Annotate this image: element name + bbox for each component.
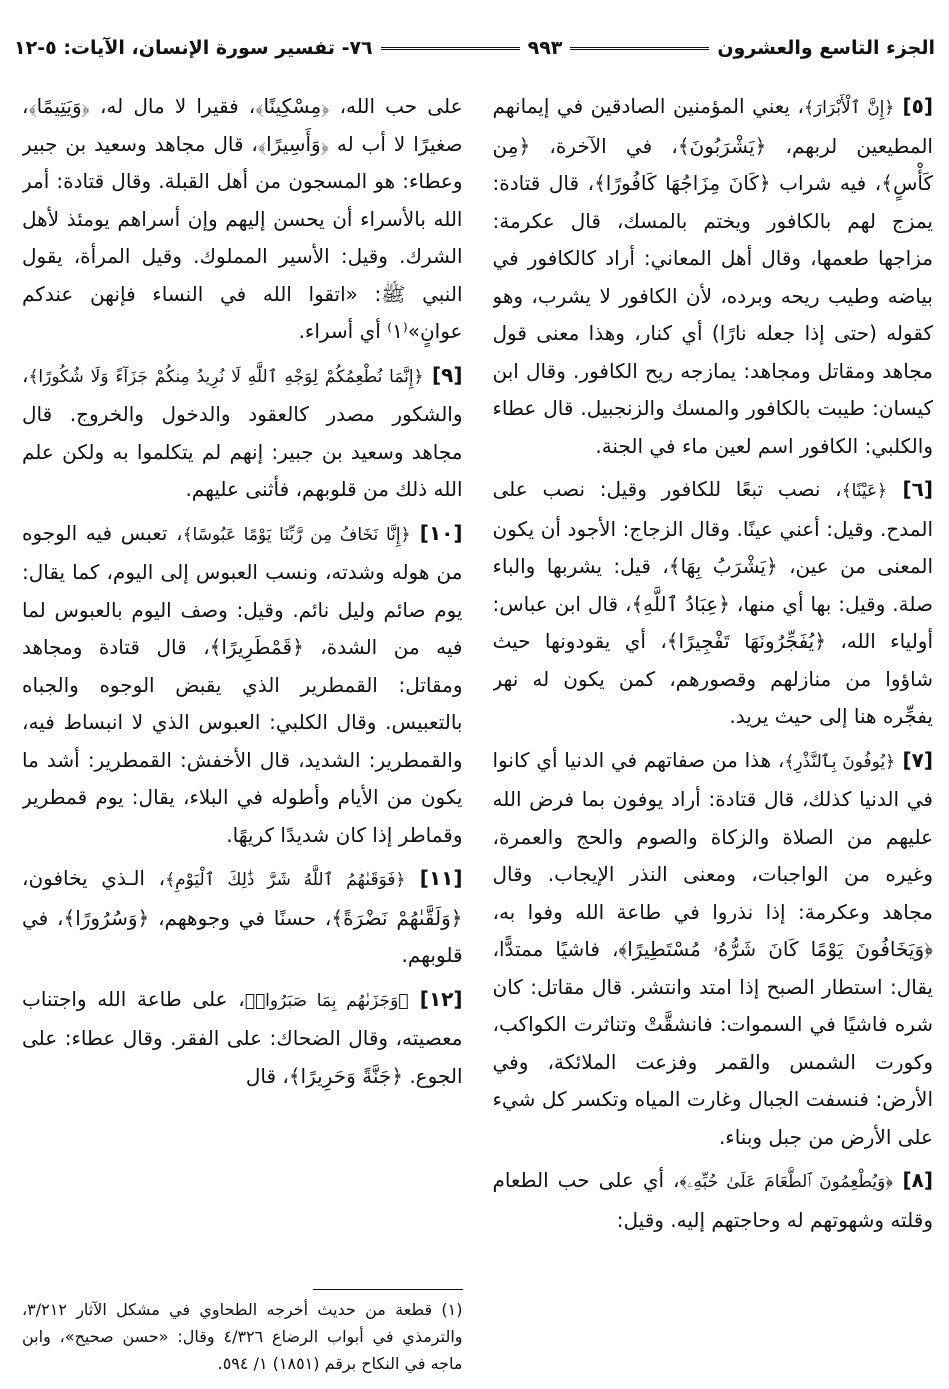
paragraph-text: ، والشكور مصدر كالعقود والدخول والخروج. قال مجاهد وسعيد بن جبير: إنهم لم يتكلموا به ولكن علم الله ذلك من قلوبهم، فأثنى عليهم. xyxy=(22,362,463,501)
paragraph-text: ، الـذي يخافون، ﴿وَلَقَّىٰهُمْ نَضْرَةً﴾، حسنًا في وجوههم، ﴿وَسُرُورًا﴾، في قلوبهم. xyxy=(22,866,463,967)
paragraph-text: ، على طاعة الله واجتناب معصيته، وقال الضحاك: على الفقر. وقال عطاء: على الجوع. ﴿جَنَّةً وَحَرِيرًا﴾، قال xyxy=(22,986,463,1088)
paragraph xyxy=(22,88,463,351)
text-columns xyxy=(22,88,933,1377)
part-title: الجزء التاسع والعشرون xyxy=(717,36,935,59)
paragraph xyxy=(493,471,934,736)
paragraph xyxy=(22,981,463,1096)
paragraph-text: ، نصب تبعًا للكافور وقيل: نصب على المدح. وقيل: أعني عينًا. وقال الزجاج: الأجود أن يكون المعنى من عين، ﴿يَشْرَبُ بِهَا﴾، قيل: يشربها والباء صلة. وقيل: بها أي منها، ﴿عِبَادُ ٱللَّهِ﴾، قال ابن عباس: أولياء الله، ﴿يُفَجِّرُونَهَا تَفْجِيرًا﴾، أي يقودونها حيث شاؤوا من منازلهم وقصورهم، كمن يكون له نهر يفجِّره هنا إلى حيث يريد. xyxy=(492,477,933,728)
header-rule-right xyxy=(570,47,709,50)
quran-quote: ﴿إِنَّمَا نُطْعِمُكُمْ لِوَجْهِ ٱللَّهِ لَا نُرِيدُ مِنكُمْ جَزَآءً وَلَا شُكُورًا﴾ xyxy=(28,366,424,387)
page-number: ٩٩٣ xyxy=(527,36,563,59)
paragraph-text: ، تعبس فيه الوجوه من هوله وشدته، ونسب العبوس إلى اليوم، كما يقال: يوم صائم وليل نائم. وقيل: وصف اليوم بالعبوس لما فيه من الشدة، ﴿قَمْطَرِيرًا﴾، قال قتادة ومجاهد ومقاتل: القمطرير الذي يقبض الوجوه والجباه بالتعبيس. وقال الكلبي: العبوس الذي لا انبساط فيه، والقمطرير: الشديد، قال الأخفش: القمطرير: أشد ما يكون من الأيام وأطوله في البلاء، يقال: يوم قمطرير وقماطر إذا كان شديدًا كريهًا. xyxy=(22,520,463,847)
left-column-paragraphs xyxy=(22,88,463,1101)
paragraph xyxy=(493,1162,934,1239)
quran-quote: ﴿إِنَّا نَخَافُ مِن رَّبِّنَا يَوْمًا عَبُوسًا﴾ xyxy=(182,524,411,545)
quran-quote: ﴿إِنَّ ٱلْأَبْرَارَ﴾ xyxy=(803,98,895,118)
quran-quote: ﴿وَيُطْعِمُونَ ٱلطَّعَامَ عَلَىٰ حُبِّهِۦ﴾ xyxy=(679,1172,893,1192)
verse-number: [٦] xyxy=(887,477,933,501)
paragraph xyxy=(22,515,463,855)
header-rule-left xyxy=(381,47,520,50)
page-header xyxy=(14,28,935,68)
verse-number: [١١] xyxy=(405,866,463,890)
footnote-rule xyxy=(313,1289,463,1290)
paragraph xyxy=(493,88,934,465)
paragraph-text: ، هذا من صفاتهم في الدنيا أي كانوا في الدنيا كذلك، قال قتادة: أراد يوفون بما فرض الله عليهم من الصلاة والزكاة والصوم والحج والعمرة، وغيره من الواجبات، ومعنى النذر الإيجاب. وقال مجاهد وعكرمة: إذا نذروا في طاعة الله وفوا به، ﴿وَيَخَافُونَ يَوْمًا كَانَ شَرُّهُۥ مُسْتَطِيرًا﴾، فاشيًا ممتدًّا، يقال: استطار الصبح إذا امتد وانتشر. قال مقاتل: كان شره فاشيًا في السموات: فانشقَّتْ وتناثرت الكواكب، وكورت الشمس والقمر وفزعت الملائكة، وفي الأرض: فنسفت الجبال وغارت المياه وتكسر كل شيء على الأرض من جبل وبناء. xyxy=(492,747,933,1149)
paragraph-text: ، يعني المؤمنين الصادقين في إيمانهم المطيعين لربهم، ﴿يَشْرَبُونَ﴾، في الآخرة، ﴿مِن كَأْسٍ﴾، فيه شراب ﴿كَانَ مِزَاجُهَا كَافُورًا﴾، قال قتادة: يمزج لهم بالكافور ويختم بالمسك، قال عكرمة: مزاجها طعمها، وقال أهل المعاني: أراد كالكافور في بياضه وطيب ريحه وبرده، لأن الكافور لا يشرب، وهو كقوله (حتى إذا جعله نارًا) أي كنار، وهذا معنى قول مجاهد ومقاتل ومجاهد: يمازجه ريح الكافور. وقال ابن كيسان: طيبت بالكافور والمسك والزنجبيل. قال عطاء والكلبي: الكافور اسم لعين ماء في الجنة. xyxy=(492,94,933,458)
quran-quote: ﴿وَجَزَىٰهُم بِمَا صَبَرُوا۟﴾ xyxy=(244,990,409,1011)
paragraph-text: ، أي على حب الطعام وقلته وشهوتهم له وحاجتهم إليه. وقيل: xyxy=(492,1168,933,1232)
paragraph xyxy=(493,742,934,1157)
verse-number: [١٠] xyxy=(410,520,463,545)
verse-number: [١٢] xyxy=(408,986,463,1011)
surah-title: ٧٦- تفسير سورة الإنسان، الآيات: ٥-١٢ xyxy=(14,36,373,59)
footnote-text: (١) قطعة من حديث أخرجه الطحاوي في مشكل الآثار ٣/٢١٢، والترمذي في أبواب الرضاع ٤/٣٢٦ وقال: «حسن صحيح»، وابن ماجه في النكاح برقم (١٨٥١) ١/ ٥٩٤. xyxy=(22,1300,463,1373)
quran-quote: ﴿عَيْنًا﴾ xyxy=(841,481,888,501)
quran-quote: ﴿يُوفُونَ بِٱلنَّذْرِ﴾ xyxy=(784,751,896,772)
verse-number: [٧] xyxy=(895,747,933,772)
footnotes xyxy=(22,1283,463,1377)
left-column xyxy=(22,88,463,1377)
right-column xyxy=(493,88,934,1377)
quran-quote: ﴿فَوَقَىٰهُمُ ٱللَّهُ شَرَّ ذَٰلِكَ ٱلْيَوْمِ﴾ xyxy=(165,870,406,890)
verse-number: [٨] xyxy=(892,1168,933,1192)
paragraph xyxy=(22,860,463,975)
verse-number: [٩] xyxy=(423,362,463,387)
header-center xyxy=(381,36,710,59)
paragraph-text: على حب الله، ﴿مِسْكِينًا﴾، فقيرا لا مال له، ﴿وَيَتِيمًا﴾، صغيرًا لا أب له ﴿وَأَسِيرًا﴾، قال مجاهد وسعيد بن جبير وعطاء: هو المسجون من أهل القبلة. وقال قتادة: أمر الله بالأسراء أن يحسن إليهم وإن أسراهم يومئذ لأهل الشرك. وقيل: الأسير المملوك. وقيل المرأة، يقول النبي ﷺ: «اتقوا الله في النساء فإنهن عندكم عوانٍ»⁽١⁾ أي أسراء. xyxy=(22,94,463,343)
paragraph xyxy=(22,357,463,509)
verse-number: [٥] xyxy=(894,94,933,118)
